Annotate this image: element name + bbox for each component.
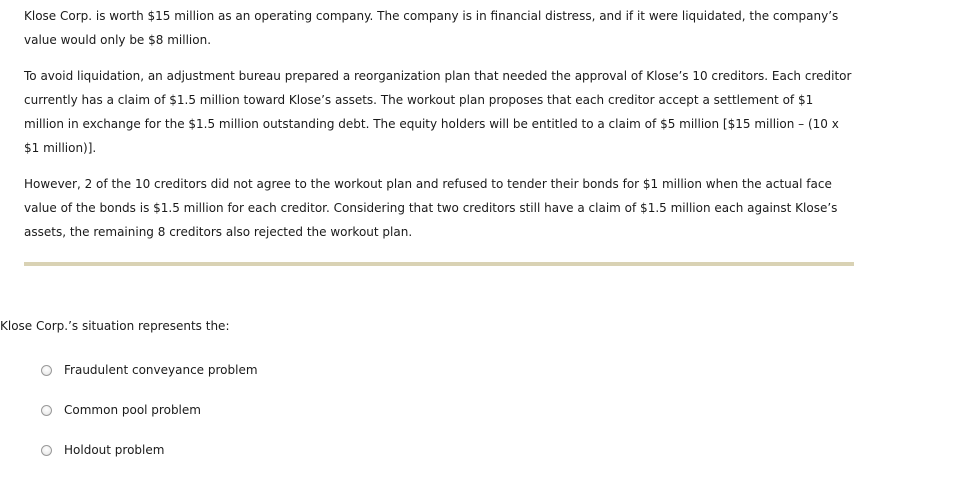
- radio-button[interactable]: [41, 445, 52, 456]
- radio-button[interactable]: [41, 405, 52, 416]
- option-holdout[interactable]: [41, 439, 258, 461]
- answer-options: [41, 359, 258, 479]
- option-fraudulent-conveyance[interactable]: [41, 359, 258, 381]
- problem-passage: [24, 4, 854, 256]
- question-prompt: Klose Corp.’s situation represents the:: [0, 319, 230, 333]
- option-label[interactable]: Common pool problem: [64, 403, 201, 417]
- passage-paragraph-1: Klose Corp. is worth $15 million as an operating company. The company is in financial distress, and if it were liquidated, the company’s value would only be $8 million.: [24, 9, 839, 47]
- option-common-pool[interactable]: [41, 399, 258, 421]
- option-label[interactable]: Fraudulent conveyance problem: [64, 363, 258, 377]
- radio-button[interactable]: [41, 365, 52, 376]
- passage-paragraph-3: However, 2 of the 10 creditors did not agree to the workout plan and refused to tender their bonds for $1 million when the actual face value of the bonds is $1.5 million for each creditor. Considering that two creditors still have a claim of $1.5 million each against Klose’s assets, the remaining 8 creditors also rejected the workout plan.: [24, 177, 838, 239]
- section-divider: [24, 262, 854, 266]
- option-label[interactable]: Holdout problem: [64, 443, 165, 457]
- passage-paragraph-2: To avoid liquidation, an adjustment bureau prepared a reorganization plan that needed the approval of Klose’s 10 creditors. Each creditor currently has a claim of $1.5 million toward Klose’s assets. The workout plan proposes that each creditor accept a settlement of $1 million in exchange for the $1.5 million outstanding debt. The equity holders will be entitled to a claim of $5 million [$15 million – (10 x $1 million)].: [24, 69, 852, 155]
